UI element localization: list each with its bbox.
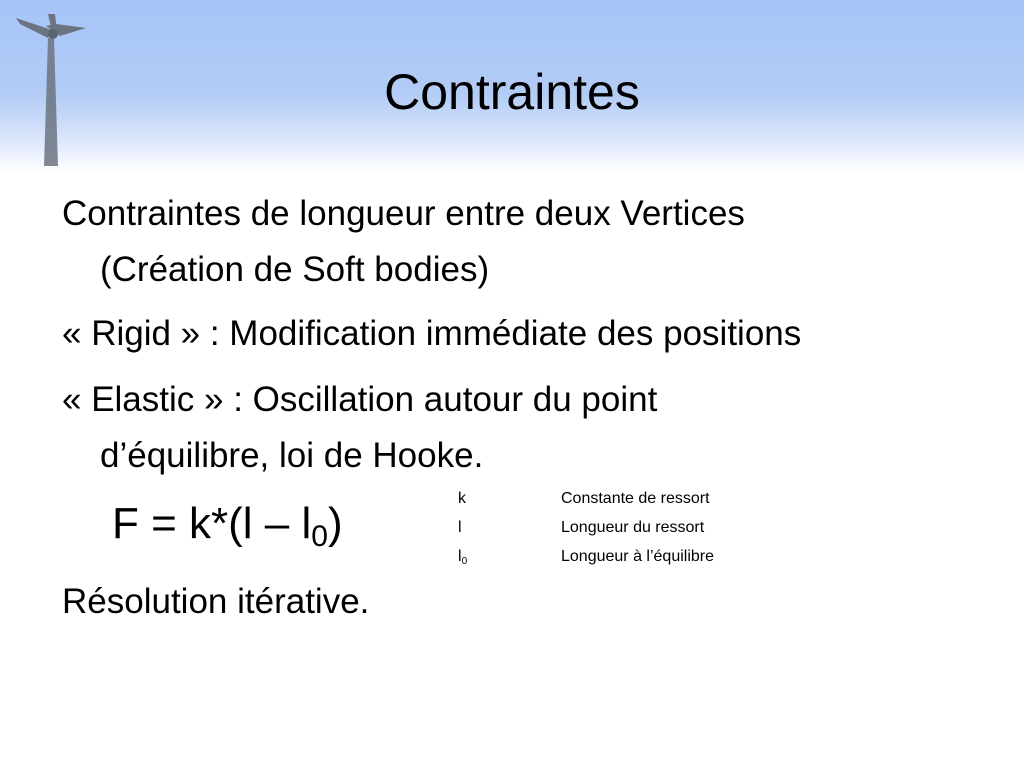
formula-legend xyxy=(458,487,714,574)
bullet-text-continuation: (Création de Soft bodies) xyxy=(100,250,490,289)
legend-row xyxy=(458,545,714,574)
bullet-text: « Elastic » : Oscillation autour du point xyxy=(62,380,658,419)
bullet-length-constraints xyxy=(62,186,745,298)
legend-row xyxy=(458,487,714,516)
bullet-iterative xyxy=(62,574,369,630)
bullet-text: « Rigid » : Modification immédiate des positions xyxy=(62,314,802,353)
legend-description: Longueur du ressort xyxy=(561,519,705,536)
bullet-text: Résolution itérative. xyxy=(62,582,370,621)
formula-close: ) xyxy=(327,499,343,548)
legend-symbol-sub: 0 xyxy=(461,556,468,567)
formula-subscript: 0 xyxy=(311,520,328,553)
bullet-elastic xyxy=(62,372,657,484)
legend-symbol xyxy=(458,487,561,516)
formula-main: F = k*(l – l xyxy=(112,499,312,548)
legend-row xyxy=(458,516,714,545)
legend-description: Constante de ressort xyxy=(561,490,710,507)
legend-symbol-text: k xyxy=(458,490,466,507)
legend-symbol xyxy=(458,545,561,574)
slide-title: Contraintes xyxy=(384,64,640,120)
bullet-rigid xyxy=(62,306,801,362)
bullet-text-continuation: d’équilibre, loi de Hooke. xyxy=(100,436,484,475)
legend-description: Longueur à l’équilibre xyxy=(561,548,714,565)
hooke-formula xyxy=(112,500,343,553)
bullet-text: Contraintes de longueur entre deux Vertices xyxy=(62,194,745,233)
legend-symbol-text: l xyxy=(458,548,462,565)
legend-symbol-text: l xyxy=(458,519,462,536)
legend-symbol xyxy=(458,516,561,545)
